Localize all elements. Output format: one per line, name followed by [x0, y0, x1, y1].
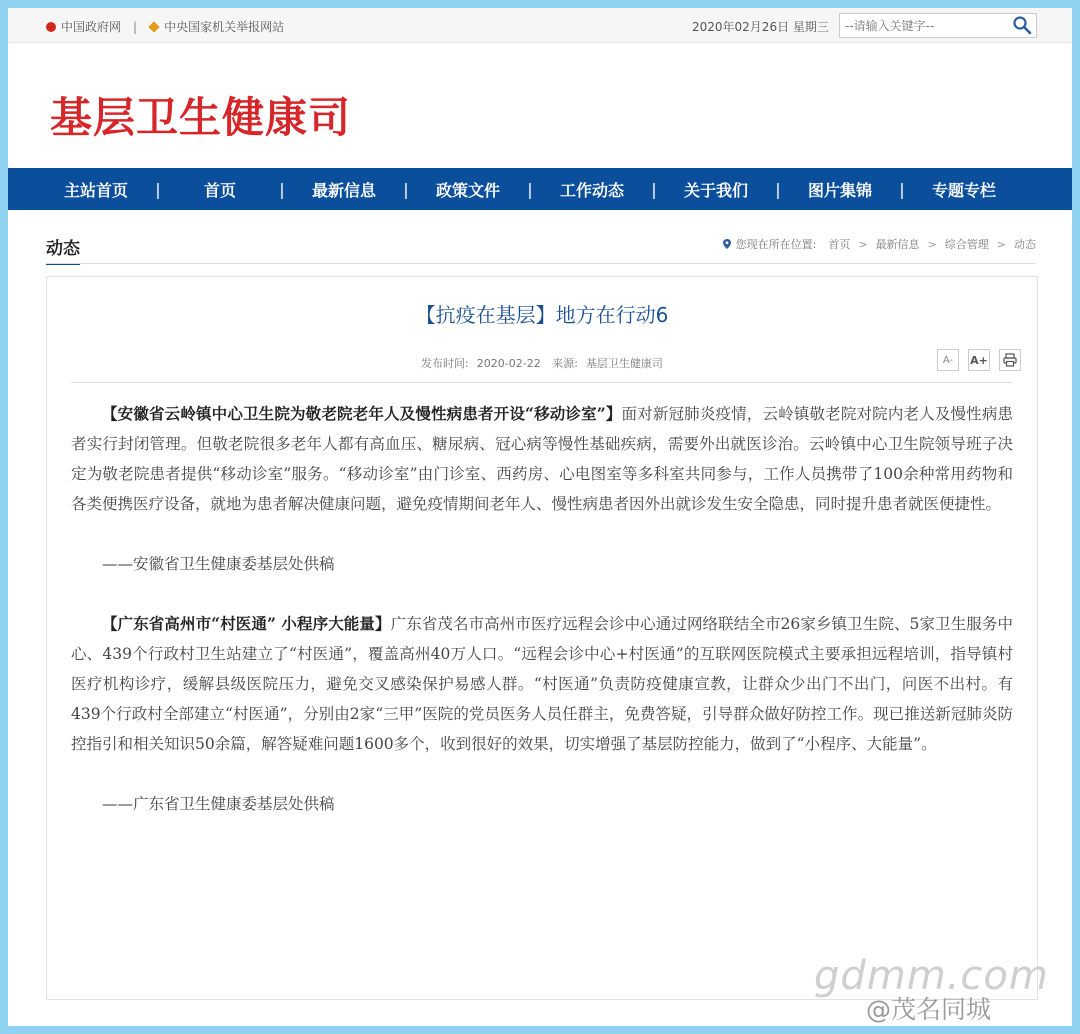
nav-divider: | — [775, 179, 781, 199]
nav-divider: | — [403, 179, 409, 199]
print-button[interactable] — [999, 349, 1021, 371]
nav-item-main-home[interactable]: 主站首页 — [63, 180, 128, 200]
article-paragraph-2 — [71, 609, 1013, 759]
article-paragraph-1 — [71, 399, 1013, 519]
nav-divider: | — [527, 179, 533, 199]
section-divider — [46, 263, 1036, 264]
breadcrumb-arrow: > — [927, 237, 937, 251]
article-panel — [46, 276, 1038, 1000]
search-icon[interactable] — [1012, 15, 1032, 35]
article-divider — [71, 382, 1013, 383]
source-label: 来源: — [552, 357, 578, 370]
article-body — [71, 399, 1013, 819]
site-watermark: gdmm.com — [814, 953, 1049, 999]
national-emblem-icon — [46, 22, 56, 32]
paragraph-2-heading: 【广东省高州市“村医通” 小程序大能量】 — [102, 614, 391, 633]
article-source: 基层卫生健康司 — [585, 357, 663, 370]
search-input[interactable] — [843, 16, 1007, 36]
nav-item-home[interactable]: 首页 — [203, 180, 236, 200]
font-larger-icon: A+ — [970, 353, 988, 367]
date-label: 发布时间: — [421, 357, 469, 370]
breadcrumb-arrow: > — [858, 237, 868, 251]
article-title: 【抗疫在基层】地方在行动6 — [415, 303, 669, 327]
weibo-watermark: @茂名同城 — [866, 995, 992, 1024]
nav-item-gallery[interactable]: 图片集锦 — [807, 180, 872, 200]
font-smaller-icon: A- — [942, 354, 954, 366]
breadcrumb-prefix: 您现在所在位置: — [735, 238, 817, 251]
paragraph-2-text: 广东省茂名市高州市医疗远程会诊中心通过网络联结全市26家乡镇卫生院、5家卫生服务中心、439个行政村卫生站建立了“村医通”，覆盖高州40万人口。“远程会诊中心+村医通”的互联网医院模式主要承担远程培训，指导镇村医疗机构诊疗，缓解县级医院压力，避免交叉感染保护易感人群。“村医通”负责防疫健康宣教，让群众少出门不出门，问医不出村。有439个行政村全部建立“村医通”，分别由2家“三甲”医院的党员医务人员任群主，免费答疑，引导群众做好防控工作。现已推送新冠肺炎防控指引和相关知识50余篇，解答疑难问题1600多个，收到很好的效果，切实增强了基层防控能力，做到了“小程序、大能量”。 — [71, 615, 1013, 753]
font-smaller-button[interactable] — [937, 349, 959, 371]
nav-divider: | — [899, 179, 905, 199]
breadcrumb-management[interactable]: 综合管理 — [944, 238, 989, 251]
current-date: 2020年02月26日 星期三 — [692, 20, 829, 34]
gov-site-link[interactable]: 中国政府网 — [61, 20, 122, 34]
nav-item-topics[interactable]: 专题专栏 — [931, 180, 996, 200]
nav-divider: | — [651, 179, 657, 199]
search-box — [839, 13, 1037, 38]
report-site-link[interactable]: 中央国家机关举报网站 — [164, 20, 285, 34]
paragraph-gap — [71, 579, 1013, 609]
report-site-icon — [148, 21, 159, 32]
breadcrumb-current[interactable]: 动态 — [1014, 238, 1036, 251]
site-header — [8, 43, 1072, 168]
font-larger-button[interactable] — [968, 349, 990, 371]
nav-item-latest[interactable]: 最新信息 — [311, 180, 376, 200]
publish-date: 2020-02-22 — [476, 357, 541, 370]
location-pin-icon — [723, 239, 731, 249]
paragraph-1-text: 面对新冠肺炎疫情，云岭镇敬老院对院内老人及慢性病患者实行封闭管理。但敬老院很多老年人都有高血压、糖尿病、冠心病等慢性基础疾病，需要外出就医诊治。云岭镇中心卫生院领导班子决定为敬老院患者提供“移动诊室”服务。“移动诊室”由门诊室、西药房、心电图室等多科室共同参与，工作人员携带了100余种常用药物和各类便携医疗设备，就地为患者解决健康问题，避免疫情期间老年人、慢性病患者因外出就诊发生安全隐患，同时提升患者就医便捷性。 — [71, 405, 1013, 513]
page — [8, 8, 1072, 1026]
main-nav — [8, 168, 1072, 210]
breadcrumb-home[interactable]: 首页 — [828, 238, 851, 251]
nav-divider: | — [155, 179, 161, 199]
breadcrumb — [723, 236, 1036, 252]
article-meta — [47, 355, 1037, 371]
article-tools — [928, 349, 1021, 371]
section-title: 动态 — [46, 234, 80, 265]
top-separator: | — [133, 19, 138, 34]
paragraph-2-signature: ——广东省卫生健康委基层处供稿 — [102, 795, 335, 813]
print-icon — [1003, 353, 1017, 367]
breadcrumb-arrow: > — [996, 237, 1006, 251]
breadcrumb-latest[interactable]: 最新信息 — [875, 238, 920, 251]
paragraph-1-signature: ——安徽省卫生健康委基层处供稿 — [102, 555, 335, 573]
nav-divider: | — [279, 179, 285, 199]
nav-item-policy[interactable]: 政策文件 — [435, 180, 500, 200]
top-utility-bar — [8, 8, 1072, 43]
nav-item-work-news[interactable]: 工作动态 — [559, 180, 624, 200]
top-links — [46, 18, 284, 35]
paragraph-1-heading: 【安徽省云岭镇中心卫生院为敬老院老年人及慢性病患者开设“移动诊室”】 — [102, 404, 622, 423]
nav-item-about[interactable]: 关于我们 — [683, 180, 748, 200]
site-title[interactable]: 基层卫生健康司 — [50, 93, 352, 142]
